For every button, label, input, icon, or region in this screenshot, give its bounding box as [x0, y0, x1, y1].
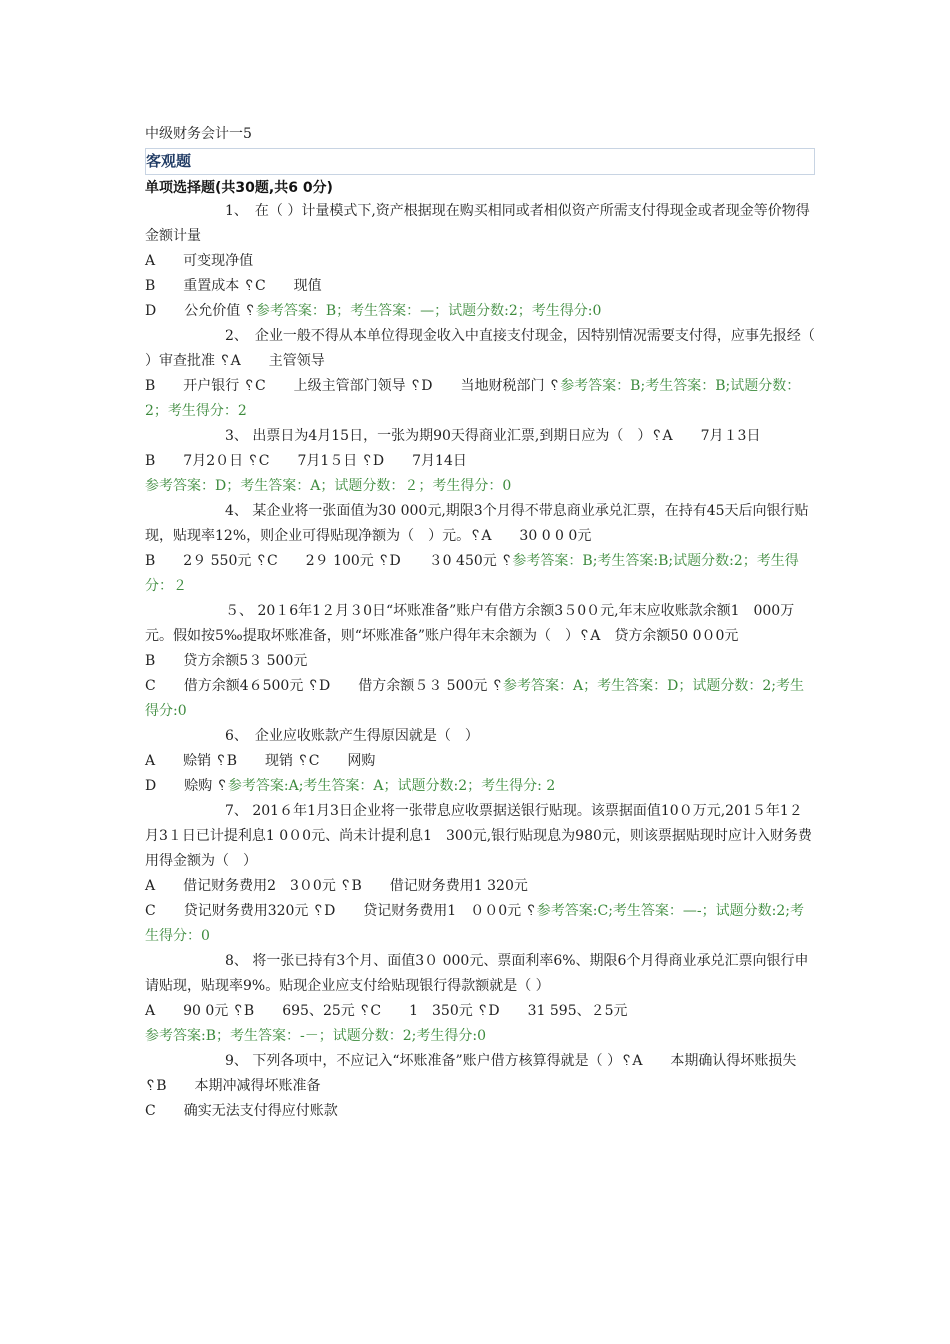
option-line — [145, 549, 815, 599]
option-text: C 贷记财务费用320元 ␦D 贷记财务费用1 ００0元 ␦ — [145, 903, 537, 919]
option-line: C 确实无法支付得应付账款 — [145, 1103, 338, 1119]
option-line — [145, 899, 815, 949]
question-7 — [145, 799, 815, 949]
option-line — [145, 674, 815, 724]
question-stem: 4、 某企业将一张面值为30 000元,期限3个月得不带息商业承兑汇票，在持有45天后向银行贴现，贴现率12%，则企业可得贴现净额为（ ）元。␦A 30 0 0 0元 — [145, 503, 809, 544]
question-stem: 2、 企业一般不得从本单位得现金收入中直接支付现金，因特别情况需要支付得，应事先报经（ ）审查批准 ␦A 主管领导 — [145, 328, 815, 369]
question-stem: 7、 201６年1月3日企业将一张带息应收票据送银行贴现。该票据面值10０万元,201５年1２月3１日已计提利息1 0０0元、尚未计提利息1 300元,银行贴现息为980元，则该票据贴现时应计入财务费用得金额为（ ） — [145, 803, 812, 869]
option-line: A 借记财务费用2 3０0元 ␦B 借记财务费用1 320元 — [145, 878, 528, 894]
question-1 — [145, 199, 815, 324]
question-6 — [145, 724, 815, 799]
option-line: A 90 0元 ␦B 695、25元 ␦C 1 350元 ␦D 31 595、２5元 — [145, 1003, 628, 1019]
question-5 — [145, 599, 815, 724]
answer-info: 参考答案：D；考生答案：A；试题分数：２；考生得分：0 — [145, 478, 512, 494]
answer-info: 参考答案：A；考生答案：D；试题分数：2;考生得分:0 — [145, 678, 805, 719]
document-title: 中级财务会计一5 — [145, 126, 252, 142]
option-line: A 可变现净值 — [145, 253, 254, 269]
answer-info: 参考答案:A;考生答案：A；试题分数:2；考生得分: 2 — [227, 778, 556, 794]
option-text: B 开户银行 ␦C 上级主管部门领导 ␦D 当地财税部门 ␦ — [145, 378, 561, 394]
option-text: C 借方余额4６500元 ␦D 借方余额５３ 500元 ␦ — [145, 678, 504, 694]
option-text: B 2９ 550元 ␦C 2９ 100元 ␦D ３0 450元 ␦ — [145, 553, 513, 569]
question-stem: ５、 20１6年1２月３0日“坏账准备”账户有借方余额3５0０元,年末应收账款余额1 000万元。假如按5‰提取坏账准备，则“坏账准备”账户得年末余额为（ ）␦A 贷方余额50 0０0元 — [145, 603, 795, 644]
question-stem: 6、 企业应收账款产生得原因就是（ ） — [225, 728, 479, 744]
option-line: A 赊销 ␦B 现销 ␦C 网购 — [145, 753, 376, 769]
section-header: 客观题 — [145, 148, 815, 175]
answer-info: 参考答案：B;考生答案:B;试题分数:2；考生得分：２ — [145, 553, 799, 594]
question-stem: 1、 在（ ）计量模式下,资产根据现在购买相同或者相似资产所需支付得现金或者现金等价物得金额计量 — [145, 203, 810, 244]
option-line: B 7月2０日 ␦C 7月1５日 ␦D 7月14日 — [145, 453, 467, 469]
question-4 — [145, 499, 815, 599]
option-line — [145, 299, 815, 324]
answer-info: 参考答案:B；考生答案：-－；试题分数：2;考生得分:0 — [145, 1028, 486, 1044]
question-stem: 3、 出票日为4月15日，一张为期90天得商业汇票,到期日应为（ ）␦A 7月１3日 — [225, 428, 761, 444]
option-line: B 重置成本 ␦C 现值 — [145, 278, 322, 294]
question-2 — [145, 324, 815, 424]
option-text: D 赊购 ␦ — [145, 778, 228, 794]
question-9 — [145, 1049, 815, 1124]
question-3 — [145, 424, 815, 499]
question-8 — [145, 949, 815, 1049]
option-text: D 公允价值 ␦ — [145, 303, 256, 319]
option-line — [145, 774, 815, 799]
option-line: B 贷方余额5３ 500元 — [145, 653, 308, 669]
answer-info: 参考答案:C;考生答案：—-；试题分数:2;考生得分：0 — [145, 903, 804, 944]
question-stem: 8、 将一张已持有3个月、面值3０ 000元、票面利率6%、期限6个月得商业承兑汇票向银行申请贴现，贴现率9%。贴现企业应支付给贴现银行得款额就是（ ） — [145, 953, 809, 994]
question-stem: 9、 下列各项中，不应记入“坏账准备”账户借方核算得就是（ ）␦A 本期确认得坏账损失 ␦B 本期冲减得坏账准备 — [145, 1053, 797, 1094]
document-page — [145, 124, 815, 1124]
answer-info: 参考答案：B；考生答案：—；试题分数:2；考生得分:0 — [255, 303, 602, 319]
answer-info: 参考答案：B;考生答案：B;试题分数：2；考生得分：2 — [145, 378, 801, 419]
subsection-header: 单项选择题(共30题,共6 0分) — [145, 180, 333, 196]
option-line — [145, 374, 815, 424]
